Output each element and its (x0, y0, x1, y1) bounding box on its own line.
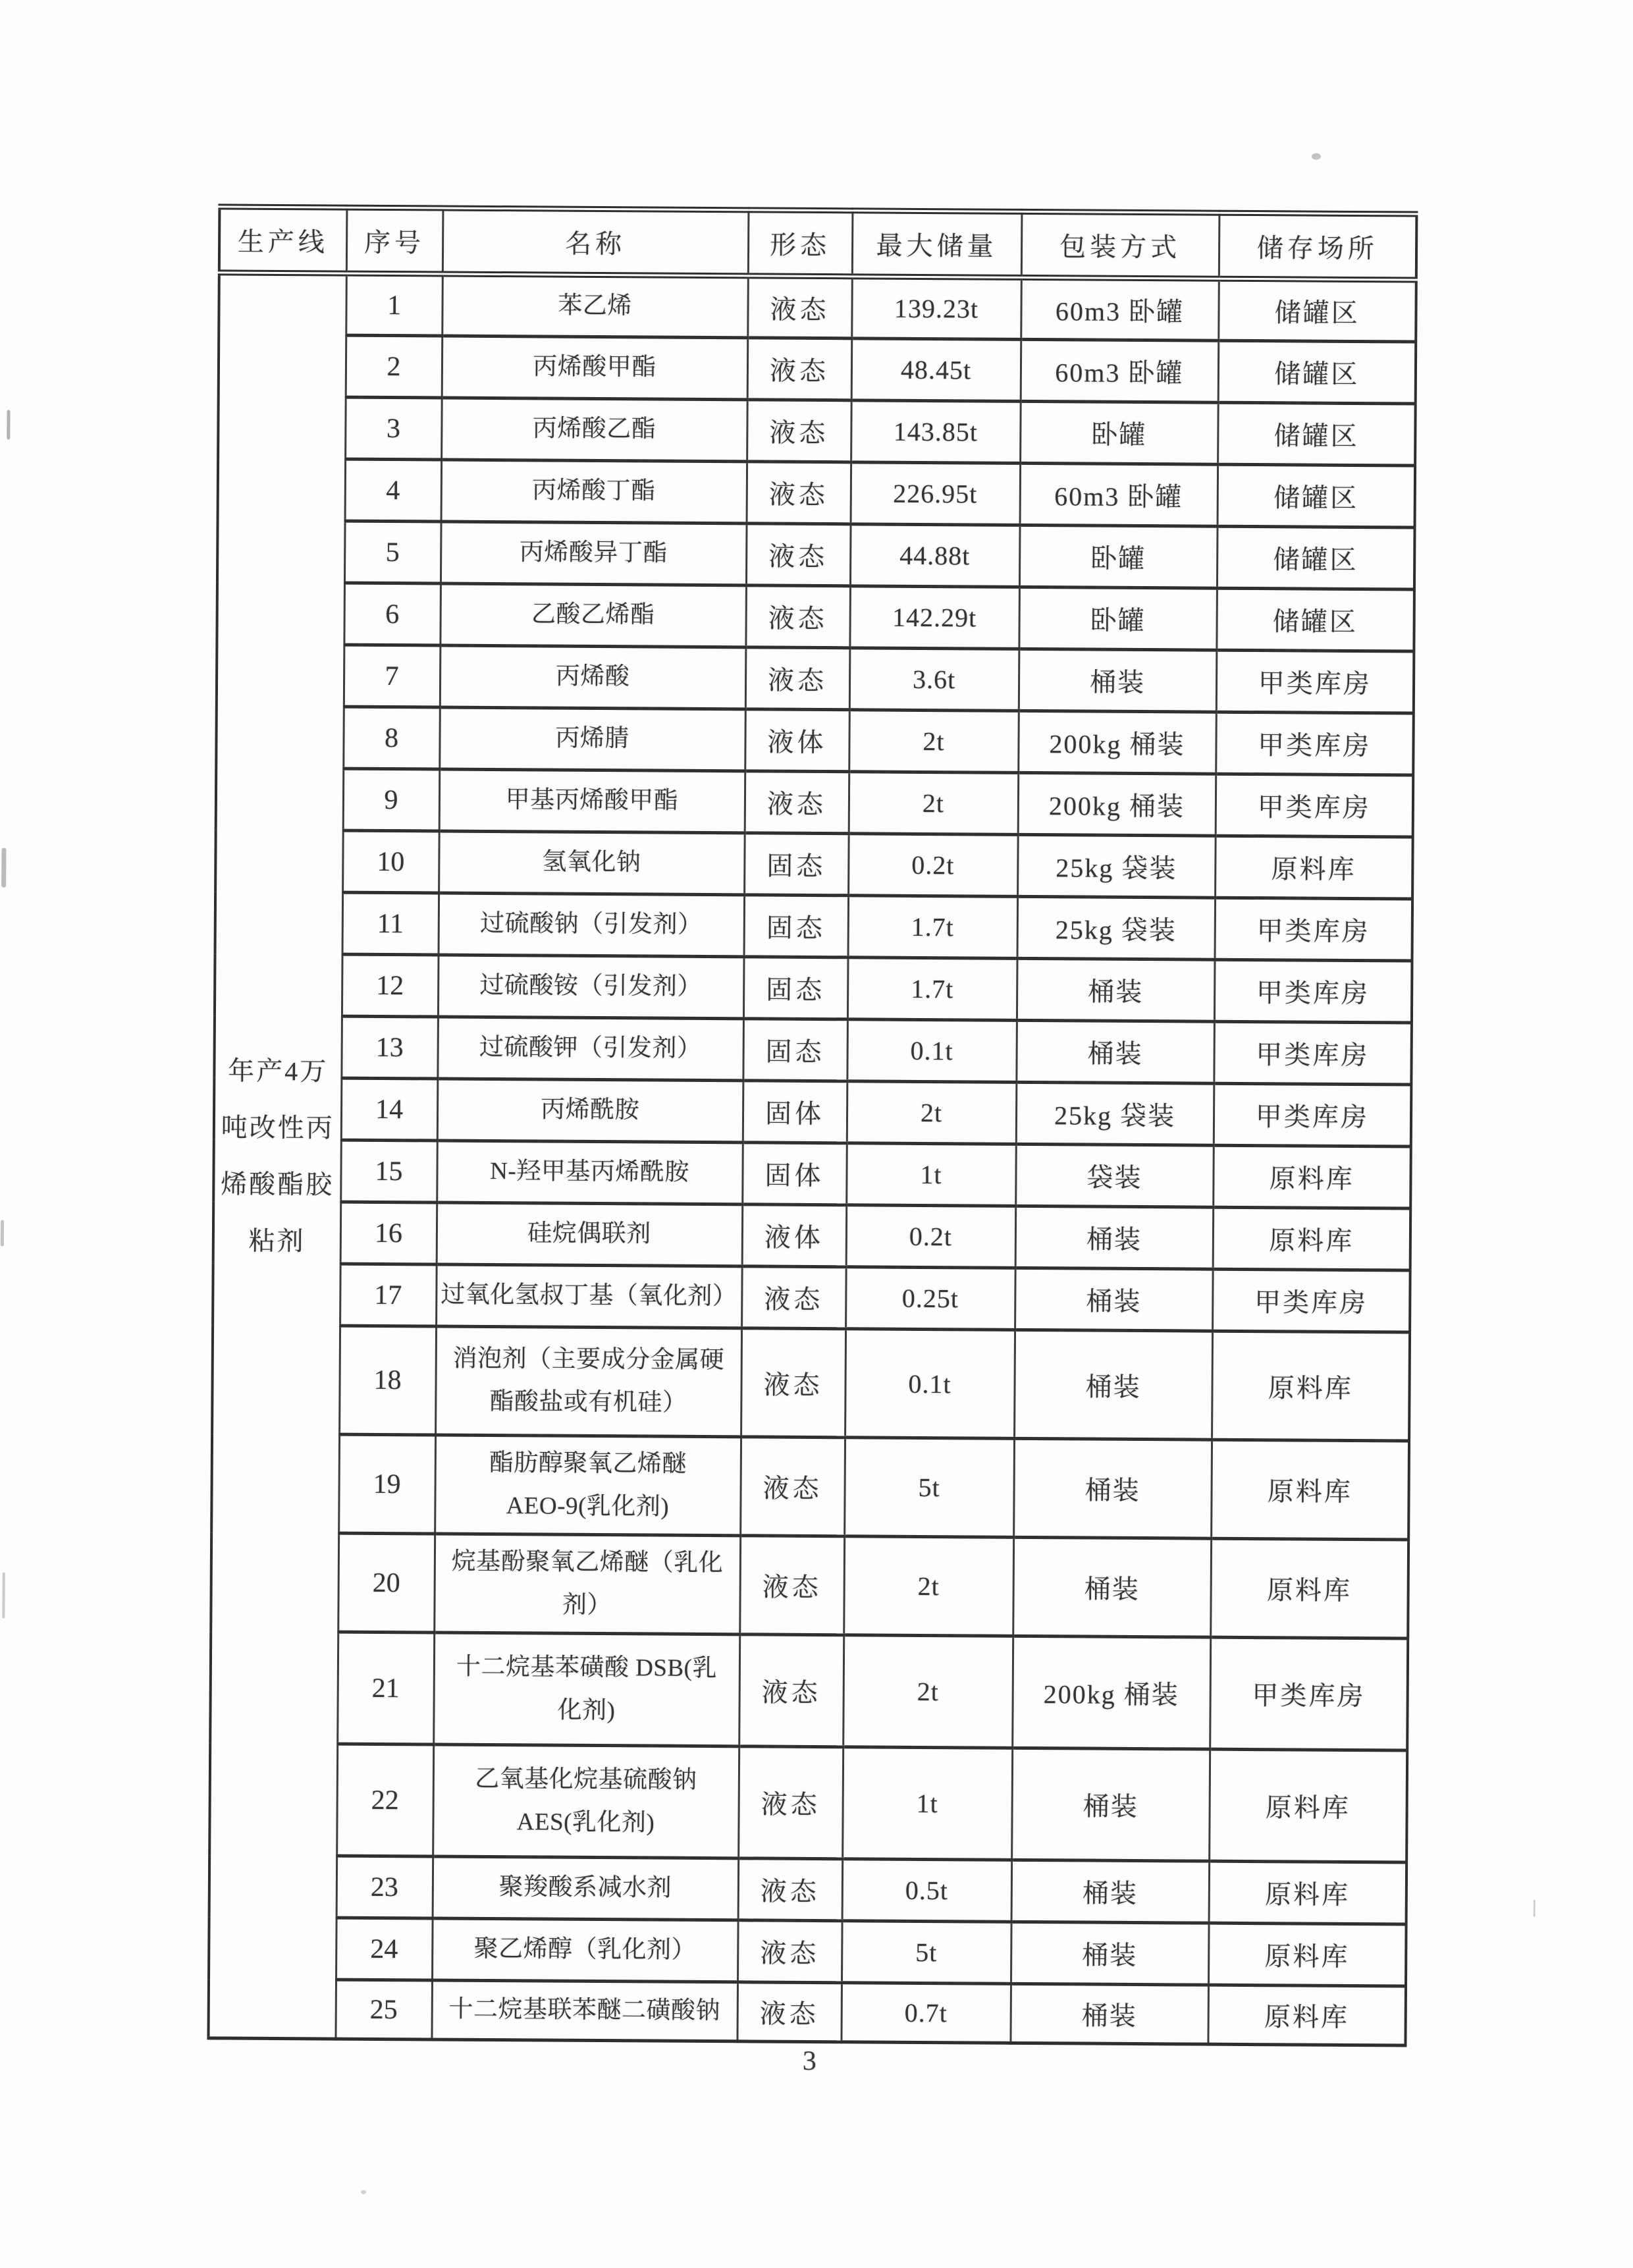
table-row (219, 273, 1416, 342)
storage-place-cell: 储罐区 (1218, 279, 1416, 342)
max-storage-cell: 139.23t (851, 277, 1021, 340)
index-cell: 14 (341, 1078, 438, 1141)
header-name: 名称 (442, 208, 749, 276)
index-cell: 9 (343, 769, 440, 831)
form-cell: 固态 (743, 957, 848, 1019)
scan-artifact (2, 1572, 5, 1618)
chemical-name-cell: 烷基酚聚氧乙烯醚（乳化 剂） (434, 1534, 740, 1634)
max-storage-cell: 1t (846, 1143, 1016, 1206)
storage-place-cell: 甲类库房 (1210, 1637, 1408, 1750)
table-row (213, 1139, 1411, 1208)
index-cell: 25 (335, 1980, 432, 2039)
form-cell: 固体 (743, 1081, 847, 1143)
packaging-cell: 卧罐 (1020, 401, 1218, 464)
index-cell: 11 (342, 892, 439, 955)
max-storage-cell: 143.85t (851, 400, 1021, 464)
chemical-name-cell: 硅烷偶联剂 (437, 1202, 743, 1266)
table-row (216, 768, 1414, 837)
chemical-name-cell: 消泡剂（主要成分金属硬 酯酸盐或有机硅） (435, 1326, 741, 1437)
chemical-name-cell: 丙烯酸丁酯 (441, 460, 747, 524)
chemical-name-cell: 丙烯酸异丁酯 (441, 522, 747, 585)
packaging-cell: 桶装 (1015, 1206, 1214, 1269)
packaging-cell: 桶装 (1013, 1438, 1212, 1538)
storage-place-cell: 原料库 (1210, 1538, 1408, 1638)
packaging-cell: 200kg 桶装 (1012, 1636, 1210, 1749)
header-packaging: 包装方式 (1021, 211, 1219, 279)
form-cell: 液态 (746, 524, 851, 586)
index-cell: 2 (346, 335, 442, 398)
table-row (213, 1201, 1411, 1270)
table-row (217, 644, 1414, 713)
index-cell: 1 (346, 273, 442, 336)
form-cell: 液态 (737, 1982, 842, 2042)
max-storage-cell: 0.5t (842, 1859, 1012, 1922)
scan-artifact (361, 2190, 366, 2194)
chemical-name-cell: 苯乙烯 (442, 274, 748, 338)
chemical-name-cell: 甲基丙烯酸甲酯 (439, 769, 745, 833)
storage-place-cell: 甲类库房 (1214, 959, 1412, 1023)
packaging-cell: 桶装 (1017, 958, 1215, 1021)
scan-artifact (1312, 153, 1321, 160)
form-cell: 液态 (739, 1634, 843, 1747)
form-cell: 液态 (738, 1858, 843, 1921)
storage-place-cell: 原料库 (1213, 1145, 1411, 1208)
storage-place-cell: 原料库 (1211, 1440, 1409, 1540)
form-cell: 液态 (747, 462, 851, 524)
max-storage-cell: 0.2t (846, 1205, 1016, 1268)
packaging-cell: 桶装 (1013, 1537, 1211, 1637)
index-cell: 17 (340, 1264, 437, 1326)
storage-place-cell: 储罐区 (1218, 402, 1416, 466)
packaging-cell: 卧罐 (1019, 587, 1217, 650)
page-number: 3 (802, 2045, 816, 2077)
max-storage-cell: 5t (842, 1921, 1011, 1984)
chemical-name-cell: 酯肪醇聚氧乙烯醚 AEO-9(乳化剂) (435, 1435, 741, 1536)
index-cell: 8 (343, 707, 440, 769)
form-cell: 液态 (741, 1328, 845, 1438)
chemical-name-cell: 丙烯腈 (439, 707, 745, 771)
storage-place-cell: 原料库 (1209, 1861, 1407, 1924)
packaging-cell: 200kg 桶装 (1018, 772, 1216, 836)
table-row (217, 582, 1414, 651)
max-storage-cell: 1.7t (847, 958, 1017, 1021)
storage-place-cell: 储罐区 (1218, 340, 1416, 404)
form-cell: 固体 (742, 1143, 847, 1205)
scan-artifact (7, 410, 10, 439)
chemical-name-cell: 氢氧化钠 (439, 831, 745, 895)
index-cell: 18 (339, 1326, 436, 1435)
form-cell: 液态 (745, 647, 850, 710)
scan-artifact (1, 1220, 4, 1246)
chemical-name-cell: 过硫酸铵（引发剂） (438, 955, 744, 1019)
header-storage-place: 储存场所 (1219, 213, 1417, 280)
table-row (215, 954, 1412, 1023)
max-storage-cell: 0.7t (841, 1983, 1011, 2043)
table-row (214, 1015, 1412, 1085)
max-storage-cell: 0.1t (847, 1019, 1017, 1083)
max-storage-cell: 44.88t (850, 524, 1020, 587)
production-line-cell: 年产4万 吨改性丙 烯酸酯胶 粘剂 (208, 273, 346, 2039)
index-cell: 19 (338, 1434, 435, 1534)
index-cell: 13 (341, 1016, 438, 1079)
chemical-name-cell: 丙烯酰胺 (437, 1079, 743, 1143)
max-storage-cell: 2t (849, 772, 1019, 835)
packaging-cell: 桶装 (1015, 1268, 1213, 1331)
index-cell: 4 (345, 459, 442, 522)
form-cell: 液态 (741, 1266, 846, 1329)
packaging-cell: 25kg 袋装 (1017, 834, 1216, 898)
chemical-storage-table (207, 203, 1418, 2047)
max-storage-cell: 2t (843, 1536, 1013, 1636)
table-row (218, 396, 1416, 466)
form-cell: 液态 (737, 1920, 842, 1983)
form-cell: 液态 (739, 1536, 844, 1635)
chemical-name-cell: 丙烯酸乙酯 (441, 398, 747, 462)
storage-place-cell: 原料库 (1209, 1749, 1407, 1862)
max-storage-cell: 3.6t (849, 648, 1019, 711)
max-storage-cell: 2t (843, 1635, 1013, 1748)
max-storage-cell: 5t (844, 1438, 1014, 1538)
header-row (219, 207, 1417, 280)
table-row (209, 1917, 1406, 1986)
max-storage-cell: 0.2t (848, 834, 1018, 897)
max-storage-cell: 48.45t (851, 338, 1021, 402)
form-cell: 液态 (740, 1437, 845, 1536)
index-cell: 23 (336, 1856, 433, 1918)
packaging-cell: 卧罐 (1019, 525, 1218, 588)
index-cell: 22 (336, 1744, 433, 1856)
chemical-name-cell: 过氧化氢叔丁基（氧化剂） (436, 1264, 742, 1328)
table-row (214, 1077, 1412, 1147)
packaging-cell: 60m3 卧罐 (1020, 463, 1218, 526)
storage-place-cell: 甲类库房 (1214, 1083, 1412, 1147)
form-cell: 固态 (743, 1019, 847, 1081)
form-cell: 液态 (747, 338, 852, 400)
index-cell: 5 (344, 521, 441, 583)
storage-place-cell: 甲类库房 (1216, 650, 1414, 713)
table-row (210, 1631, 1408, 1750)
table-row (217, 520, 1415, 589)
index-cell: 7 (344, 645, 441, 707)
chemical-name-cell: 丙烯酸甲酯 (442, 336, 748, 400)
chemical-name-cell: 过硫酸钠（引发剂） (439, 893, 745, 957)
storage-place-cell: 甲类库房 (1214, 1021, 1412, 1085)
packaging-cell: 桶装 (1010, 1984, 1208, 2044)
max-storage-cell: 0.1t (845, 1329, 1015, 1439)
packaging-cell: 桶装 (1011, 1860, 1210, 1923)
chemical-name-cell: 十二烷基联苯醚二磺酸钠 (431, 1980, 737, 2041)
table-row (209, 1743, 1407, 1862)
index-cell: 3 (345, 397, 442, 460)
table-row (208, 1979, 1406, 2045)
packaging-cell: 桶装 (1011, 1922, 1209, 1985)
form-cell: 固态 (744, 895, 849, 958)
packaging-cell: 60m3 卧罐 (1021, 277, 1219, 340)
header-index: 序号 (346, 207, 443, 274)
header-form: 形态 (748, 210, 853, 277)
chemical-name-cell: 聚乙烯醇（乳化剂） (432, 1918, 738, 1982)
storage-place-cell: 甲类库房 (1212, 1269, 1410, 1332)
storage-place-cell: 甲类库房 (1215, 898, 1413, 961)
header-production-line: 生产线 (219, 207, 347, 273)
table-row (215, 892, 1413, 961)
index-cell: 15 (340, 1140, 437, 1202)
form-cell: 液态 (738, 1746, 843, 1859)
storage-place-cell: 储罐区 (1217, 526, 1415, 589)
storage-place-cell: 原料库 (1208, 1985, 1406, 2045)
chemical-name-cell: 乙酸乙烯酯 (440, 583, 746, 647)
max-storage-cell: 0.25t (845, 1267, 1015, 1330)
table-header (219, 207, 1417, 280)
index-cell: 6 (344, 583, 441, 645)
packaging-cell: 桶装 (1016, 1020, 1214, 1083)
table-row (216, 706, 1414, 775)
max-storage-cell: 1t (842, 1747, 1012, 1860)
index-cell: 21 (337, 1632, 434, 1744)
storage-place-cell: 储罐区 (1216, 588, 1414, 651)
table-body (208, 273, 1416, 2045)
storage-place-cell: 原料库 (1208, 1923, 1406, 1986)
table-row (219, 335, 1416, 404)
table-row (213, 1263, 1410, 1332)
table-row (211, 1532, 1408, 1638)
packaging-cell: 袋装 (1015, 1144, 1214, 1207)
chemical-name-cell: 聚羧酸系减水剂 (433, 1856, 739, 1920)
form-cell: 固态 (744, 833, 849, 896)
max-storage-cell: 2t (849, 710, 1019, 773)
chemical-name-cell: 十二烷基苯磺酸 DSB(乳 化剂) (433, 1633, 739, 1746)
packaging-cell: 桶装 (1019, 649, 1217, 712)
chemical-name-cell: 丙烯酸 (440, 645, 746, 709)
chemical-name-cell: N-羟甲基丙烯酰胺 (437, 1141, 743, 1204)
storage-place-cell: 原料库 (1213, 1207, 1411, 1270)
storage-place-cell: 储罐区 (1218, 464, 1416, 527)
form-cell: 液体 (745, 709, 849, 772)
chemical-name-cell: 乙氧基化烷基硫酸钠 AES(乳化剂) (433, 1744, 739, 1858)
index-cell: 20 (338, 1533, 435, 1633)
packaging-cell: 25kg 袋装 (1016, 1082, 1214, 1145)
index-cell: 10 (342, 830, 439, 893)
index-cell: 12 (342, 954, 439, 1017)
packaging-cell: 200kg 桶装 (1018, 711, 1216, 774)
form-cell: 液态 (747, 276, 852, 338)
table-row (211, 1434, 1409, 1540)
storage-place-cell: 原料库 (1212, 1331, 1410, 1441)
form-cell: 液态 (745, 771, 849, 834)
form-cell: 液态 (747, 400, 851, 462)
storage-place-cell: 原料库 (1215, 836, 1413, 899)
table-row (218, 458, 1416, 527)
index-cell: 24 (336, 1918, 433, 1980)
max-storage-cell: 226.95t (851, 462, 1021, 526)
scan-artifact (1534, 1900, 1536, 1917)
max-storage-cell: 1.7t (848, 896, 1018, 959)
packaging-cell: 桶装 (1011, 1748, 1210, 1861)
index-cell: 16 (340, 1202, 437, 1264)
scan-artifact (1, 848, 6, 887)
header-max-storage: 最大储量 (852, 211, 1022, 278)
max-storage-cell: 2t (847, 1081, 1017, 1145)
storage-place-cell: 甲类库房 (1216, 774, 1414, 837)
max-storage-cell: 142.29t (849, 586, 1019, 649)
form-cell: 液态 (745, 585, 850, 648)
packaging-cell: 60m3 卧罐 (1021, 339, 1219, 402)
table-row (212, 1325, 1410, 1441)
form-cell: 液体 (742, 1204, 847, 1267)
chemical-name-cell: 过硫酸钾（引发剂） (437, 1017, 743, 1081)
table-row (215, 830, 1413, 899)
table-row (209, 1855, 1407, 1924)
packaging-cell: 25kg 袋装 (1017, 896, 1216, 959)
storage-place-cell: 甲类库房 (1216, 712, 1414, 775)
packaging-cell: 桶装 (1014, 1330, 1212, 1440)
